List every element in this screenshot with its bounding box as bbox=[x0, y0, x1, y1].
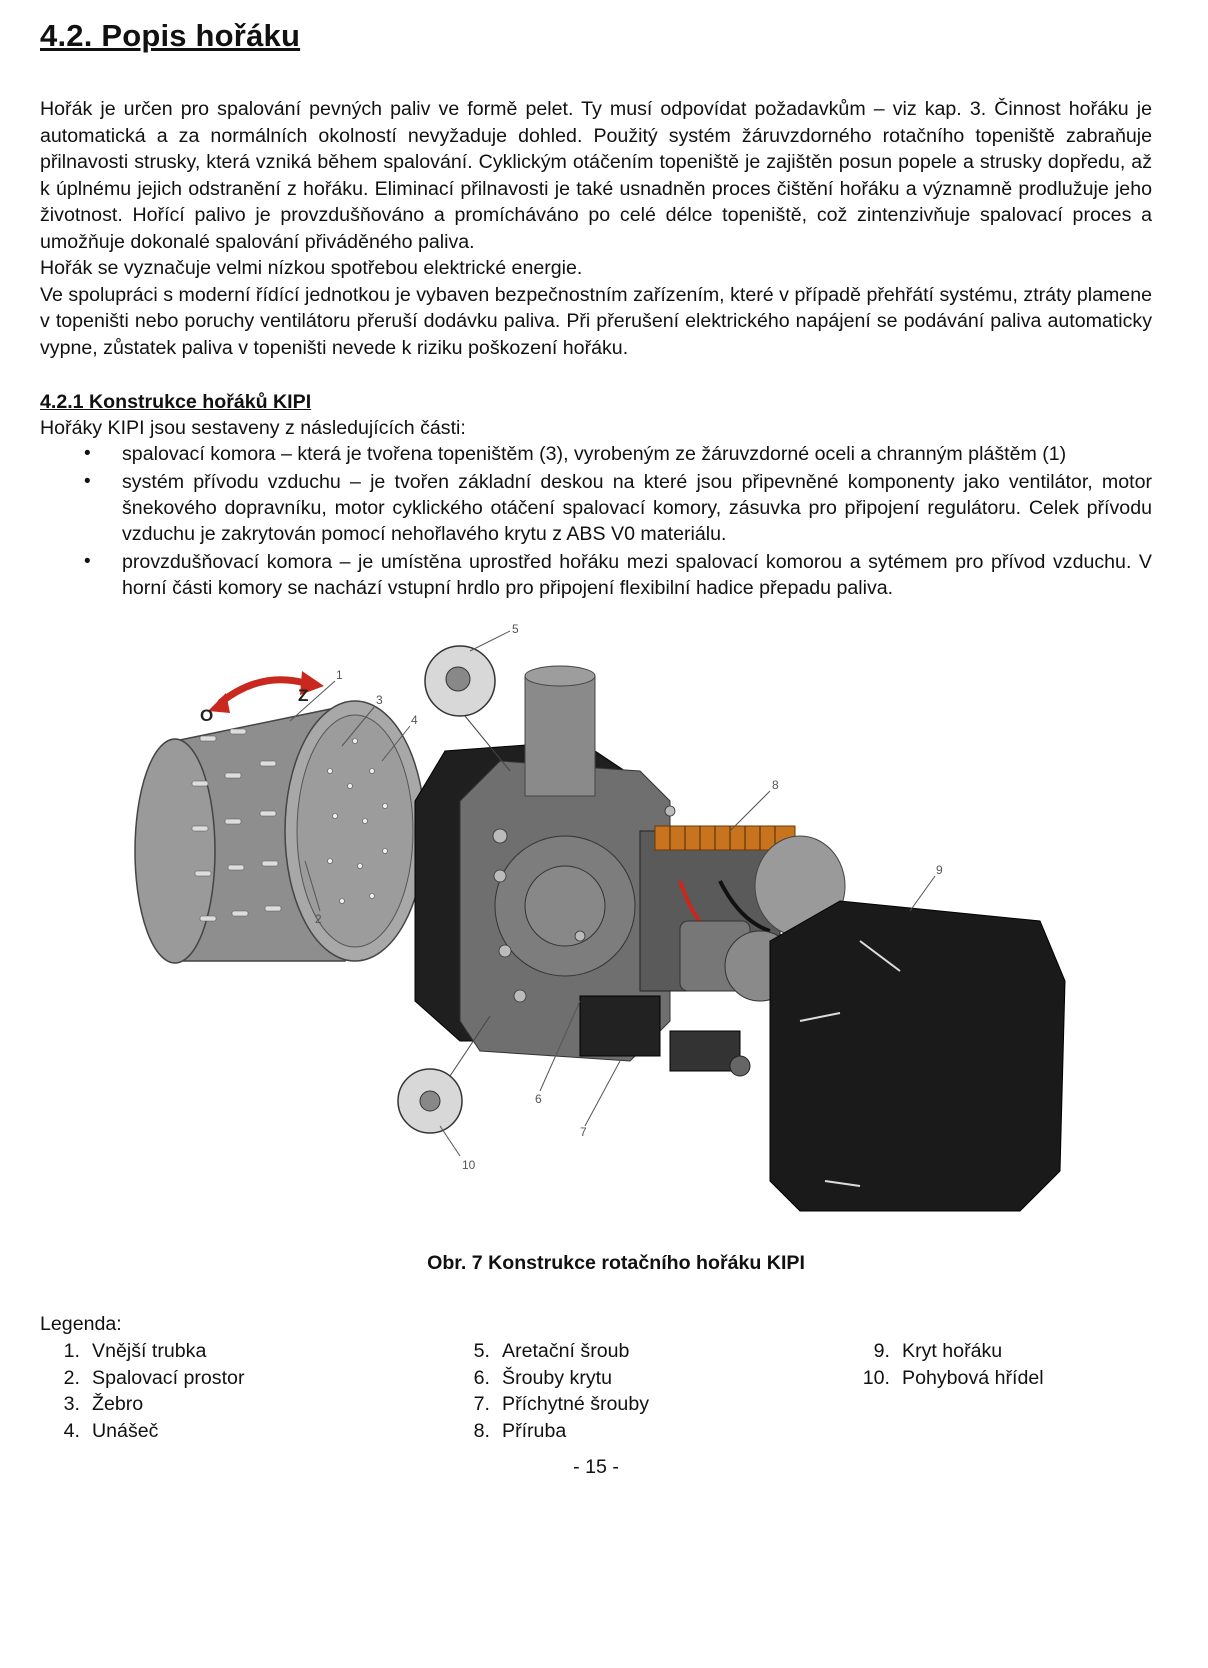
rotation-close-label: Z bbox=[298, 686, 309, 705]
callout-4: 4 bbox=[411, 713, 418, 727]
burner-figure bbox=[40, 621, 1152, 1246]
callout-5: 5 bbox=[512, 622, 519, 636]
legend-title: Legenda: bbox=[40, 1313, 122, 1335]
legend-item: 2. Spalovací prostor bbox=[63, 1366, 245, 1389]
legend-item: 4. Unášeč bbox=[63, 1419, 159, 1442]
bullet-icon: • bbox=[84, 551, 91, 572]
legend-item: 1. Vnější trubka bbox=[63, 1340, 207, 1362]
figure-caption: Obr. 7 Konstrukce rotačního hořáku KIPI bbox=[427, 1252, 805, 1274]
legend-item: 6. Šrouby krytu bbox=[473, 1366, 612, 1389]
list-item: • spalovací komora – která je tvořena topeništěm (3), vyrobeným ze žáruvzdorné oceli a chranným pláštěm (1) bbox=[84, 443, 1067, 465]
callout-7: 7 bbox=[580, 1125, 587, 1139]
intro-text bbox=[40, 96, 1152, 361]
legend-item: 7. Příchytné šrouby bbox=[473, 1393, 650, 1415]
legend-item: 10. Pohybová hřídel bbox=[862, 1366, 1044, 1389]
callout-2: 2 bbox=[315, 912, 322, 926]
document-page bbox=[40, 18, 1152, 1479]
legend-item: 5. Aretační šroub bbox=[473, 1340, 630, 1362]
legend-item: 8. Příruba bbox=[473, 1419, 567, 1442]
intro-paragraph-2: Hořák se vyznačuje velmi nízkou spotřebou elektrické energie. bbox=[40, 257, 583, 279]
legend-item: 3. Žebro bbox=[63, 1393, 144, 1415]
intro-paragraph-1: Hořák je určen pro spalování pevných paliv ve formě pelet. Ty musí odpovídat požadavkům – viz kap. 3. Činnost hořáku je automatická a za normálních okolností nevyžaduje dohled. Použitý systém žáruvzdorného rotačního topeniště zabraňuje přilnavosti strusky, která vzniká během spalování. Cyklickým otáčením topeniště je zajištěn posun popele a strusky dopředu, až k úplnému jejich odstranění z hořáku. Eliminací přilnavosti je také usnadněn proces čištění hořáku a významně prodlužuje jeho životnost. Hořící palivo je provzdušňováno a promícháváno po celé délce topeniště, což zintenzivňuje spalovací proces a umožňuje dokonalé spalování přiváděného paliva. bbox=[40, 98, 1152, 253]
parts-list bbox=[40, 441, 1152, 601]
callout-9: 9 bbox=[936, 863, 943, 877]
legend-column-3 bbox=[850, 1338, 1150, 1444]
rotation-open-label: O bbox=[200, 706, 214, 725]
section-title: 4.2. Popis hořáku bbox=[40, 18, 301, 53]
callout-8: 8 bbox=[772, 778, 779, 792]
callout-1: 1 bbox=[336, 668, 343, 682]
callout-6: 6 bbox=[535, 1092, 542, 1106]
legend-column-1 bbox=[40, 1338, 450, 1444]
intro-paragraph-3: Ve spolupráci s moderní řídící jednotkou je vybaven bezpečnostním zařízením, které v případě přehřátí systému, ztráty plamene v topeništi nebo poruchy ventilátoru přeruší dodávku paliva. Při přerušení elektrického napájení se podávání paliva automaticky vypne, zůstatek paliva v topeništi nevede k riziku poškození hořáku. bbox=[40, 283, 1152, 359]
callout-10: 10 bbox=[462, 1158, 476, 1172]
subsection-title: 4.2.1 Konstrukce hořáků KIPI bbox=[40, 391, 312, 413]
burner-body-drawing bbox=[415, 666, 1065, 1211]
list-item: • systém přívodu vzduchu – je tvořen základní deskou na které jsou připevněné komponenty jako ventilátor, motor šnekového dopravníku, motor cyklického otáčení spalovací komory, zásuvka pro připojení regulátoru. Celek přívodu vzduchu je zakrytován pomocí nehořlavého krytu z ABS V0 materiálu. bbox=[84, 471, 1152, 545]
burner-illustration bbox=[80, 621, 1080, 1246]
combustion-tube-drawing bbox=[135, 701, 425, 963]
bullet-icon: • bbox=[84, 471, 91, 492]
legend-item: 9. Kryt hořáku bbox=[873, 1340, 1003, 1362]
callout-3: 3 bbox=[376, 693, 383, 707]
subsection-lead: Hořáky KIPI jsou sestaveny z následujících části: bbox=[40, 417, 466, 439]
page-number: - 15 - bbox=[573, 1456, 619, 1478]
list-item: • provzdušňovací komora – je umístěna uprostřed hořáku mezi spalovací komorou a sytémem pro přívod vzduchu. V horní části komory se nachází vstupní hrdlo pro připojení flexibilní hadice přepadu paliva. bbox=[84, 551, 1152, 599]
bullet-icon: • bbox=[84, 443, 91, 464]
legend bbox=[40, 1338, 1152, 1444]
legend-column-2 bbox=[450, 1338, 850, 1444]
